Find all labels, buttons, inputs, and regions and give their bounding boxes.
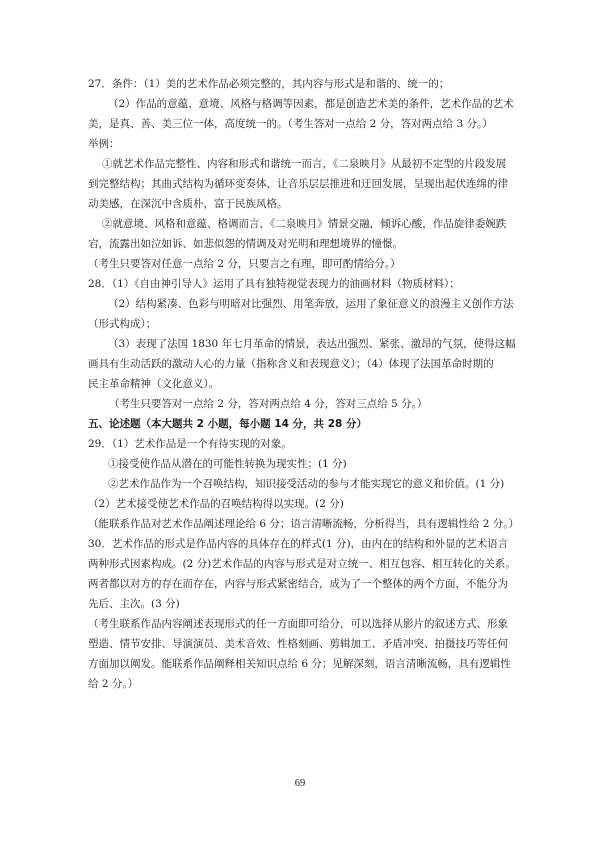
q28-point-1: 28．（1）《自由神引导人》运用了具有独特视觉表现力的油画材料（物质材料）；	[88, 278, 460, 290]
q29-scoring-note: （能联系作品对艺术作品阐述理论给 6 分；语言清晰流畅，分析得当，具有逻辑性给 2 分。）	[88, 518, 519, 530]
question-27	[88, 74, 518, 274]
q28-scoring-note: （考生只要答对一点给 2 分，答对两点给 4 分，答对三点给 5 分。）	[109, 398, 428, 410]
q30-line-1: 30．艺术作品的形式是作品内容的具体存在的样式(1 分)，由内在的结构和外显的艺术语言	[88, 538, 509, 550]
q29-subpoint-1: ①接受使作品从潜在的可能性转换为现实性；(1 分)	[108, 458, 347, 470]
q29-subpoint-2: ②艺术作品作为一个召唤结构，知识接受活动的参与才能实现它的意义和价值。(1 分)	[108, 478, 505, 490]
q27-example-2-cont: 宕，流露出如泣如诉、如悲似怨的情调及对光明和理想境界的憧憬。	[88, 238, 403, 250]
q27-example-1: ①就艺术作品完整性、内容和形式和谐统一而言，《二泉映月》从最初不定型的片段发展	[102, 158, 507, 170]
q28-point-2-cont: （形式构成）；	[88, 318, 157, 330]
question-28	[88, 274, 518, 414]
q30-scoring-note-1: （考生联系作品内容阐述表现形式的任一方面即可给分，可以选择从影片的叙述方式、形象	[88, 618, 508, 630]
q30-line-3: 两者都以对方的存在而存在，内容与形式紧密结合，成为了一个整体的两个方面，不能分为	[88, 578, 508, 590]
q30-scoring-note-4: 给 2 分。）	[88, 678, 139, 690]
q30-line-4: 先后、主次。(3 分)	[88, 598, 180, 610]
section-5-heading: 五、论述题（本大题共 2 小题，每小题 14 分，共 28 分）	[88, 418, 367, 430]
q28-point-3-cont: 画具有生动活跃的激动人心的力量（指称含义和表现意义）；（4）体现了法国革命时期的	[88, 358, 494, 370]
answer-key-content	[88, 74, 518, 694]
q27-condition-1: 27．条件：（1）美的艺术作品必须完整的，其内容与形式是和谐的、统一的；	[88, 78, 450, 90]
q28-point-4-cont: 民主革命精神（文化意义）。	[88, 378, 220, 390]
question-30	[88, 534, 518, 694]
page-number: 69	[294, 778, 306, 789]
q27-example-2: ②就意境、风格和意蕴、格调而言，《二泉映月》情景交融，倾诉心酸，作品旋律委婉跌	[102, 218, 507, 230]
q28-point-2: （2）结构紧凑、色彩与明暗对比强烈、用笔奔放，运用了象征意义的浪漫主义创作方法	[108, 298, 514, 310]
question-29	[88, 434, 518, 534]
q29-point-2: （2）艺术接受使艺术作品的召唤结构得以实现。(2 分)	[88, 498, 344, 510]
q27-condition-2-cont: 美，是真、善、美三位一体，高度统一的。（考生答对一点给 2 分，答对两点给 3 分。）	[88, 118, 493, 130]
q27-example-1-cont-a: 到完整结构；其曲式结构为循环变奏体，让音乐层层推进和迂回发展，呈现出起伏连绵的律	[88, 178, 508, 190]
q27-example-label: 举例：	[88, 138, 120, 150]
q30-scoring-note-2: 塑造、情节安排、导演演员、美术音效、性格刻画、剪辑加工、矛盾冲突、拍摄技巧等任何	[88, 638, 508, 650]
q28-point-3: （3）表现了法国 1830 年七月革命的情景，表达出强烈、紧张、激昂的气氛，使得这幅	[108, 338, 516, 350]
q27-condition-2: （2）作品的意蕴、意境、风格与格调等因素，都是创造艺术美的条件，艺术作品的艺术	[108, 98, 514, 110]
q30-line-2: 两种形式因素构成。(2 分)艺术作品的内容与形式是对立统一、相互包容、相互转化的关系。	[88, 558, 516, 570]
q30-scoring-note-3: 方面加以阐发。能联系作品阐释相关知识点给 6 分；见解深刻，语言清晰流畅，具有逻辑性	[88, 658, 511, 670]
q27-example-1-cont-b: 动美感，在深沉中含质朴，富于民族风格。	[88, 198, 288, 210]
q27-scoring-note: （考生只要答对任意一点给 2 分，只要言之有理，即可酌情给分。）	[88, 258, 401, 270]
q29-point-1: 29．（1）艺术作品是一个有待实现的对象。	[88, 438, 292, 450]
